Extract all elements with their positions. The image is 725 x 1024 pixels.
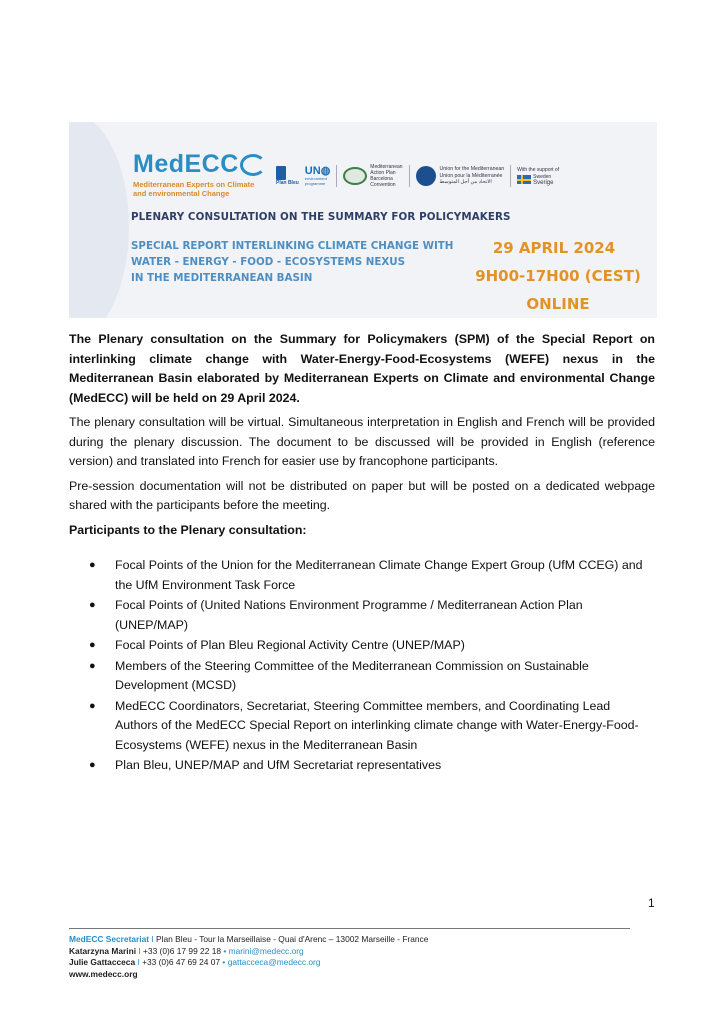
list-item: ● Members of the Steering Committee of the Mediterranean Commission on Sustainable Development (MCSD) — [89, 658, 589, 692]
partner-logos — [276, 164, 559, 188]
contact-email-link[interactable]: gattacceca@medecc.org — [227, 957, 321, 968]
event-banner — [69, 122, 657, 318]
page-number: 1 — [648, 896, 655, 910]
bullet-icon: ● — [89, 699, 96, 712]
footer-address: Plan Bleu - Tour la Marseillaise - Quai d'Arenc – 13002 Marseille - France — [156, 934, 429, 944]
contact-phone: +33 (0)6 47 69 24 07 — [142, 957, 221, 968]
plan-bleu-logo: Plan Bleu — [276, 166, 299, 186]
ufm-emblem-icon — [416, 166, 436, 186]
medecc-logo-subtitle: Mediterranean Experts on Climate and environmental Change — [133, 180, 255, 198]
bullet-icon: ● — [89, 659, 96, 672]
contact-name: Katarzyna Marini — [69, 945, 137, 956]
bullet-icon: ● — [89, 559, 96, 571]
event-time: 9H00-17H00 (CEST) — [475, 267, 641, 285]
map-logo: Mediterranean Action Plan Barcelona Convention — [343, 164, 402, 188]
plan-bleu-mark-icon — [276, 166, 286, 180]
contact-name: Julie Gattacceca — [69, 957, 136, 968]
footer-contact-2: Julie Gattacceca I +33 (0)6 47 69 24 07 • gattacceca@medecc.org — [69, 957, 321, 968]
website-link[interactable]: www.medecc.org — [69, 968, 138, 979]
bullet-icon: ● — [89, 759, 96, 771]
medecc-swirl-icon — [240, 154, 266, 176]
logo-divider — [510, 165, 511, 187]
page-footer — [69, 934, 428, 980]
banner-title: PLENARY CONSULTATION ON THE SUMMARY FOR POLICYMAKERS — [131, 211, 511, 223]
footer-secretariat-label: MedECC Secretariat — [69, 934, 150, 944]
event-date-time — [465, 234, 651, 318]
list-item: ● Focal Points of (United Nations Environment Programme / Mediterranean Action Plan (UNEP/MAP) — [89, 598, 583, 632]
un-emblem-icon: ◍ — [320, 165, 331, 177]
contact-email-link[interactable]: marini@medecc.org — [228, 945, 304, 956]
participants-heading: Participants to the Plenary consultation: — [69, 522, 307, 537]
medecc-logo — [133, 150, 266, 198]
virtual-paragraph: The plenary consultation will be virtual. Simultaneous interpretation in English and French will be provided during the plenary discussion. The document to be discussed will be provided in English (reference version) and translated into French for easier use by francophone participants. — [69, 415, 655, 468]
documentation-paragraph: Pre-session documentation will not be distributed on paper but will be posted on a dedicated webpage shared with the participants before the meeting. — [69, 478, 655, 512]
unep-logo: UN◍ environment programme — [304, 165, 331, 186]
footer-contact-1: Katarzyna Marini I +33 (0)6 17 99 22 18 • marini@medecc.org — [69, 945, 304, 956]
map-emblem-icon — [343, 167, 367, 185]
participants-list — [69, 556, 655, 776]
logo-divider — [336, 165, 337, 187]
ufm-logo: Union for the Mediterranean Union pour la Méditerranée الاتحاد من أجل المتوسط — [416, 166, 505, 186]
bullet-icon: ● — [89, 639, 96, 651]
list-item: ● Plan Bleu, UNEP/MAP and UfM Secretariat representatives — [115, 756, 655, 776]
intro-paragraph: The Plenary consultation on the Summary for Policymakers (SPM) of the Special Report on interlinking climate change with Water-Energy-Food-Ecosystems (WEFE) nexus in the Mediterranean Basin elaborated by Mediterranean Experts on Climate and environmental Change (MedECC) will be held on 29 April 2024. — [69, 332, 655, 405]
footer-address-line: MedECC Secretariat I Plan Bleu - Tour la Marseillaise - Quai d'Arenc – 13002 Marseille - France — [69, 934, 429, 944]
event-date: 29 APRIL 2024 — [492, 239, 616, 257]
event-mode: ONLINE — [526, 295, 590, 313]
bullet-icon: ● — [89, 599, 96, 611]
contact-phone: +33 (0)6 17 99 22 18 — [143, 945, 222, 956]
banner-subtitle: SPECIAL REPORT INTERLINKING CLIMATE CHANGE WITH WATER - ENERGY - FOOD - ECOSYSTEMS NEXUS IN THE MEDITERRANEAN BASIN — [131, 240, 454, 284]
document-body — [69, 330, 655, 777]
footer-divider — [69, 928, 630, 929]
list-item: ● Focal Points of the Union for the Mediterranean Climate Change Expert Group (UfM CCEG) and the UfM Environment Task Force — [89, 558, 643, 592]
logo-divider — [409, 165, 410, 187]
sweden-logo: With the support of Sweden Sverige — [517, 166, 560, 186]
sweden-flag-icon — [517, 175, 531, 184]
list-item: ● Focal Points of Plan Bleu Regional Activity Centre (UNEP/MAP) — [115, 636, 655, 656]
medecc-logo-word: MedECC — [133, 150, 239, 178]
banner-swoosh-graphic — [69, 122, 129, 318]
list-item: ● MedECC Coordinators, Secretariat, Steering Committee members, and Coordinating Lead Authors of the MedECC Special Report on interlinking climate change with Water-Energy-Food-Ecosystems (WEFE) nexus in the Mediterranean Basin — [89, 698, 639, 752]
